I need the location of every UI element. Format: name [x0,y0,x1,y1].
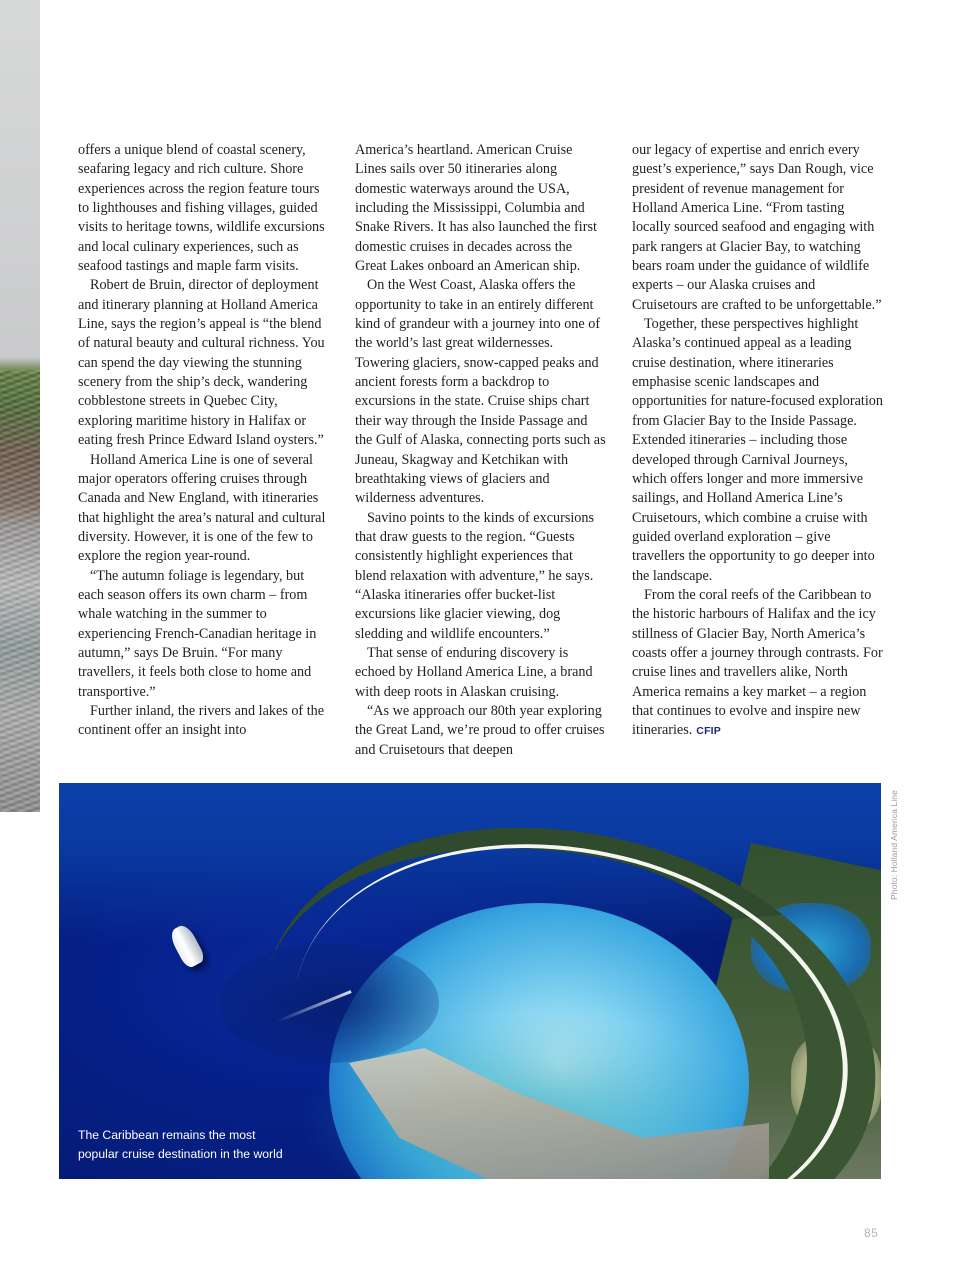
paragraph: Robert de Bruin, director of deployment and itinerary planning at Holland America Line, says the region’s appeal is “the blend of natural beauty and cultural richness. You can spend the day viewing the stunning scenery from the ship’s deck, wandering cobblestone streets in Quebec City, exploring maritime history in Halifax or eating fresh Prince Edward Island oysters.” [78,277,325,449]
paragraph: Together, these perspectives highlight Alaska’s continued appeal as a leading cruise destination, where itineraries emphasise scenic landscapes and opportunities for nature-focused exploration from Glacier Bay to the Inside Passage. Extended itineraries – including those developed through Carnival Journeys, which offers longer and more immersive sailings, and Holland America Line’s Cruisetours, which combine a cruise with guided overland exploration – give travellers the opportunity to go deeper into the landscape. [632,316,883,584]
paragraph: Further inland, the rivers and lakes of the continent offer an insight into [78,702,325,739]
glacier-ice-texture [0,370,40,812]
photo-credit: Photo: Holland America Line [889,790,899,900]
article-column-3 [632,141,884,742]
paragraph: Savino points to the kinds of excursions that draw guests to the region. “Guests consistently highlight experiences that blend relaxation with adventure,” he says. “Alaska itineraries offer bucket-list excursions like glacier viewing, dog sledding and wildlife encounters.” [355,509,594,642]
paragraph: “The autumn foliage is legendary, but each season offers its own charm – from whale watching in the summer to experiencing French-Canadian heritage in autumn,” says De Bruin. “For many travellers, it feels both close to home and transportive.” [78,567,317,700]
paragraph: offers a unique blend of coastal scenery, seafaring legacy and rich culture. Shore experiences across the region feature tours to lighthouses and fishing villages, guided visits to heritage towns, wildlife excursions and local culinary experiences, such as seafood tastings and maple farm visits. [78,142,325,275]
paragraph: “As we approach our 80th year exploring the Great Land, we’re proud to offer cruises and Cruisetours that deepen [355,702,605,758]
article-body [78,141,884,761]
paragraph-final [632,586,884,742]
photo-caption [78,1126,338,1164]
end-mark: CFIP [696,725,721,738]
article-column-2 [355,141,607,760]
paragraph: On the West Coast, Alaska offers the opportunity to take in an entirely different kind of grandeur with a journey into one of the world’s last great wildernesses. Towering glaciers, snow-capped peaks and ancient forests form a backdrop to excursions in the state. Cruise ships chart their way through the Inside Passage and the Gulf of Alaska, connecting ports such as Juneau, Skagway and Ketchikan with breathtaking views of glaciers and wilderness adventures. [355,277,606,507]
paragraph: America’s heartland. American Cruise Lines sails over 50 itineraries along domestic waterways around the USA, including the Mississippi, Columbia and Snake Rivers. It has also launched the first domestic cruises in decades across the Great Lakes onboard an American ship. [355,142,597,275]
paragraph: our legacy of expertise and enrich every guest’s experience,” says Dan Rough, vice president of revenue management for Holland America Line. “From tasting locally sourced seafood and engaging with park rangers at Glacier Bay, to watching bears roam under the guidance of wildlife experts – our Alaska cruises and Cruisetours are crafted to be unforgettable.” [632,142,882,313]
caption-line-2: popular cruise destination in the world [78,1147,283,1161]
caribbean-aerial-photo [59,783,881,1179]
caption-line-1: The Caribbean remains the most [78,1128,256,1142]
paragraph: That sense of enduring discovery is echoed by Holland America Line, a brand with deep roots in Alaskan cruising. [355,644,593,700]
paragraph: Holland America Line is one of several major operators offering cruises through Canada and New England, with itineraries that highlight the area’s natural and cultural diversity. However, it is one of the few to explore the region year-round. [78,451,326,565]
glacier-edge-photo [0,0,40,812]
page-number: 85 [864,1226,879,1240]
article-column-1 [78,141,330,741]
paragraph-final-text: From the coral reefs of the Caribbean to the historic harbours of Halifax and the icy stillness of Glacier Bay, North America’s coasts offer a journey through contrasts. For cruise lines and travellers alike, North America remains a key market – a region that continues to evolve and inspire new itineraries. [632,586,883,739]
